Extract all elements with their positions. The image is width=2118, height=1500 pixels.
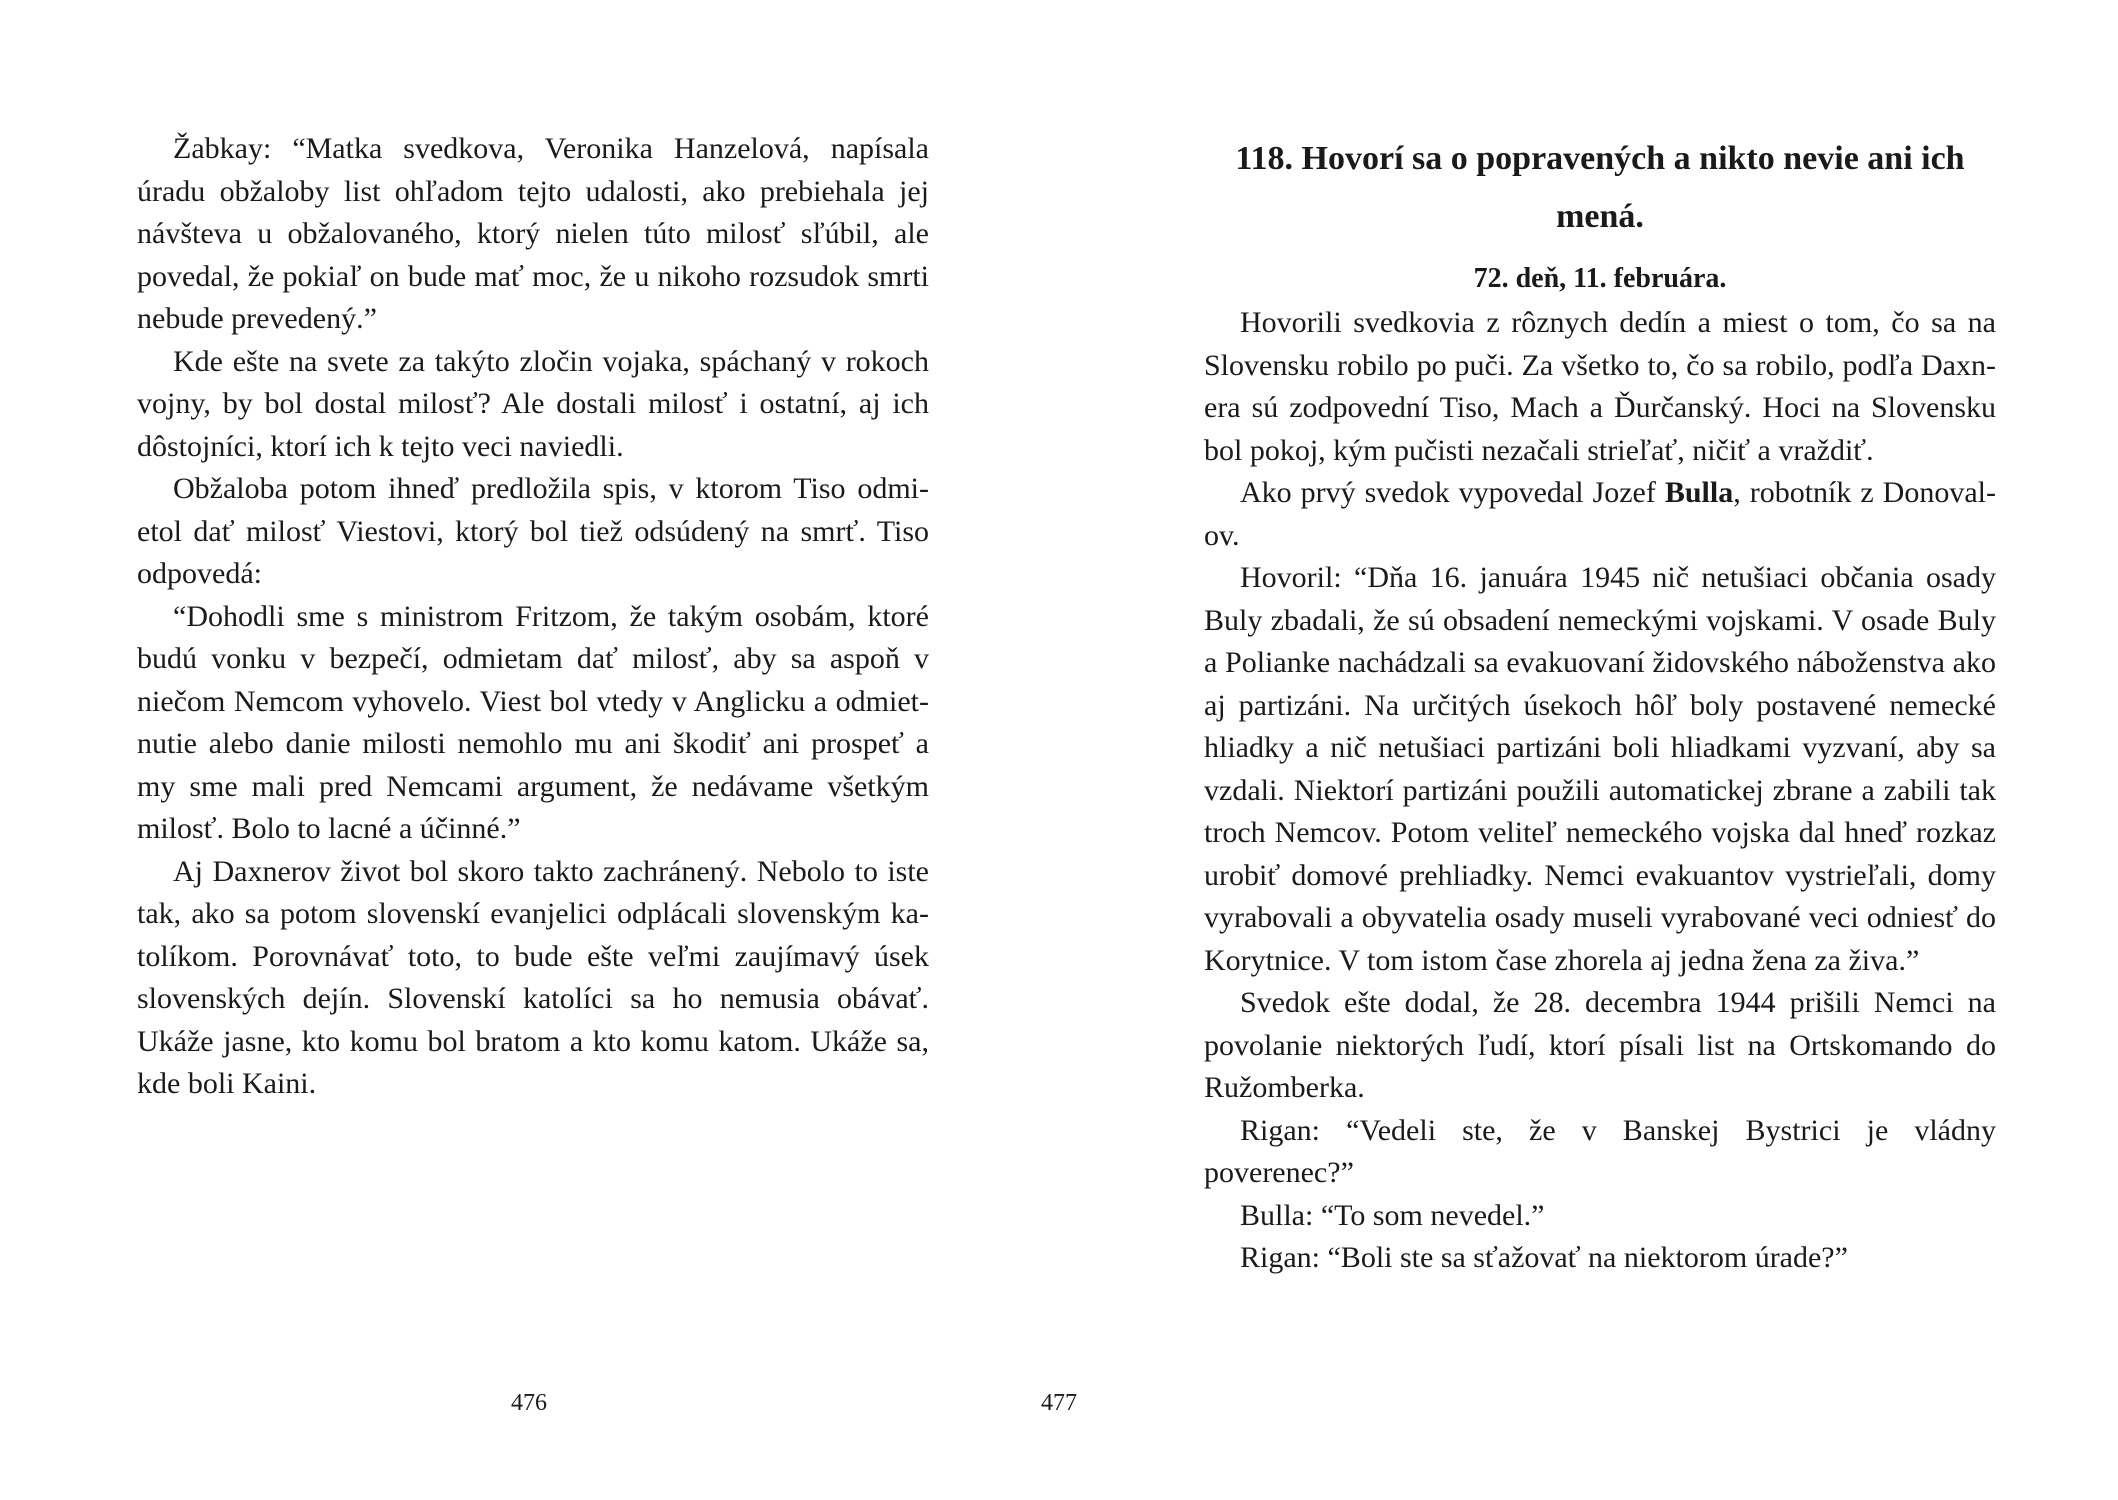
paragraph: Rigan: “Boli ste sa sťažovať na niektorom úrade?” <box>1240 1241 1848 1274</box>
paragraph: Kde ešte na svete za takýto zločin vojaka, spáchaný v rokoch vojny, by bol dostal milosť? Ale dostali milosť i ostatní, aj ich dôstojníci, ktorí ich k tejto veci naviedli. <box>137 344 929 463</box>
witness-name-bold: Bulla <box>1664 476 1734 509</box>
paragraph <box>1204 472 1996 557</box>
paragraph-text: Ako prvý svedok vypovedal Jozef <box>1240 476 1665 509</box>
right-page-text <box>1204 130 1996 1280</box>
paragraph: Bulla: “To som nevedel.” <box>1240 1198 1545 1232</box>
paragraph: Žabkay: “Matka svedkova, Veronika Hanzelová, napísala úradu obžaloby list ohľadom tejto udalosti, ako prebiehala jej návšteva u obžalovaného, ktorý nielen túto milosť sľúbil, ale povedal, že pokiaľ on bude mať moc, že u nikoho rozsudok smrti nebude prevedený.” <box>137 132 929 335</box>
paragraph: Hovoril: “Dňa 16. januára 1945 nič netušiaci občania osady Buly zbadali, že sú obsadení nemeckými vojskami. V osade Buly a Polianke nachádzali sa evakuovaní židovského náboženstva ako aj partizáni. Na určitých úsekoch hôľ boly postavené nemecké hliadky a nič netušiaci partizáni boli hliadkami vyzvaní, aby sa vzdali. Niektorí partizáni použili automatickej zbrane a zabili tak troch Nemcov. Potom veliteľ nemeckého vojska dal hneď rozkaz urobiť domové prehliadky. Nemci evakuantov vystrieľali, domy vyrabovali a obyvatelia osady museli vyrabované veci odniesť do Korytnice. V tom istom čase zhorela aj jedna žena za živa.” <box>1204 561 1996 977</box>
paragraph-text: , robotník z Donovalov. <box>1204 476 1996 552</box>
paragraph: Obžaloba potom ihneď predložila spis, v ktorom Tiso odmietol dať milosť Viestovi, ktorý bol tiež odsúdený na smrť. Tiso odpovedá: <box>137 472 929 590</box>
chapter-date: 72. deň, 11. februára. <box>1473 263 1727 294</box>
chapter-title: 118. Hovorí sa o popravených a nikto nevie ani ich mená. <box>1235 140 1965 235</box>
paragraph: Aj Daxnerov život bol skoro takto zachránený. Nebolo to iste tak, ako sa potom slovenskí evanjelici odplácali slovenským katolíkom. Porovnávať toto, to bude ešte veľmi zaujímavý úsek slovenských dejín. Slovenskí katolíci sa ho nemusia obávať. Ukáže jasne, kto komu bol bratom a kto komu katom. Ukáže sa, kde boli Kaini. <box>137 854 929 1100</box>
paragraph: Svedok ešte dodal, že 28. decembra 1944 prišili Nemci na povolanie niektorých ľudí, ktorí písali list na Ortskomando do Ružomberka. <box>1204 986 1996 1104</box>
page-number-right: 477 <box>1041 1390 1077 1416</box>
right-page <box>1041 0 2118 1500</box>
paragraph: Rigan: “Vedeli ste, že v Banskej Bystrici je vládny poverenec?” <box>1204 1113 1996 1189</box>
page-number-left: 476 <box>511 1390 547 1416</box>
paragraph: “Dohodli sme s ministrom Fritzom, že takým osobám, ktoré budú vonku v bezpečí, odmietam dať milosť, aby sa aspoň v niečom Nemcom vyhovelo. Viest bol vtedy v Anglicku a odmietnutie alebo danie milosti nemohlo mu ani škodiť ani prospeť a my sme mali pred Nemcami argument, že nedávame všetkým milosť. Bolo to lacné a účinné.” <box>137 599 929 845</box>
paragraph: Hovorili svedkovia z rôznych dedín a miest o tom, čo sa na Slovensku robilo po puči. Za všetko to, čo sa robilo, podľa Daxnera sú zodpovední Tiso, Mach a Ďurčanský. Hoci na Slovensku bol pokoj, kým pučisti nezačali strieľať, ničiť a vraždiť. <box>1204 306 1996 467</box>
left-page-text <box>137 128 929 1106</box>
